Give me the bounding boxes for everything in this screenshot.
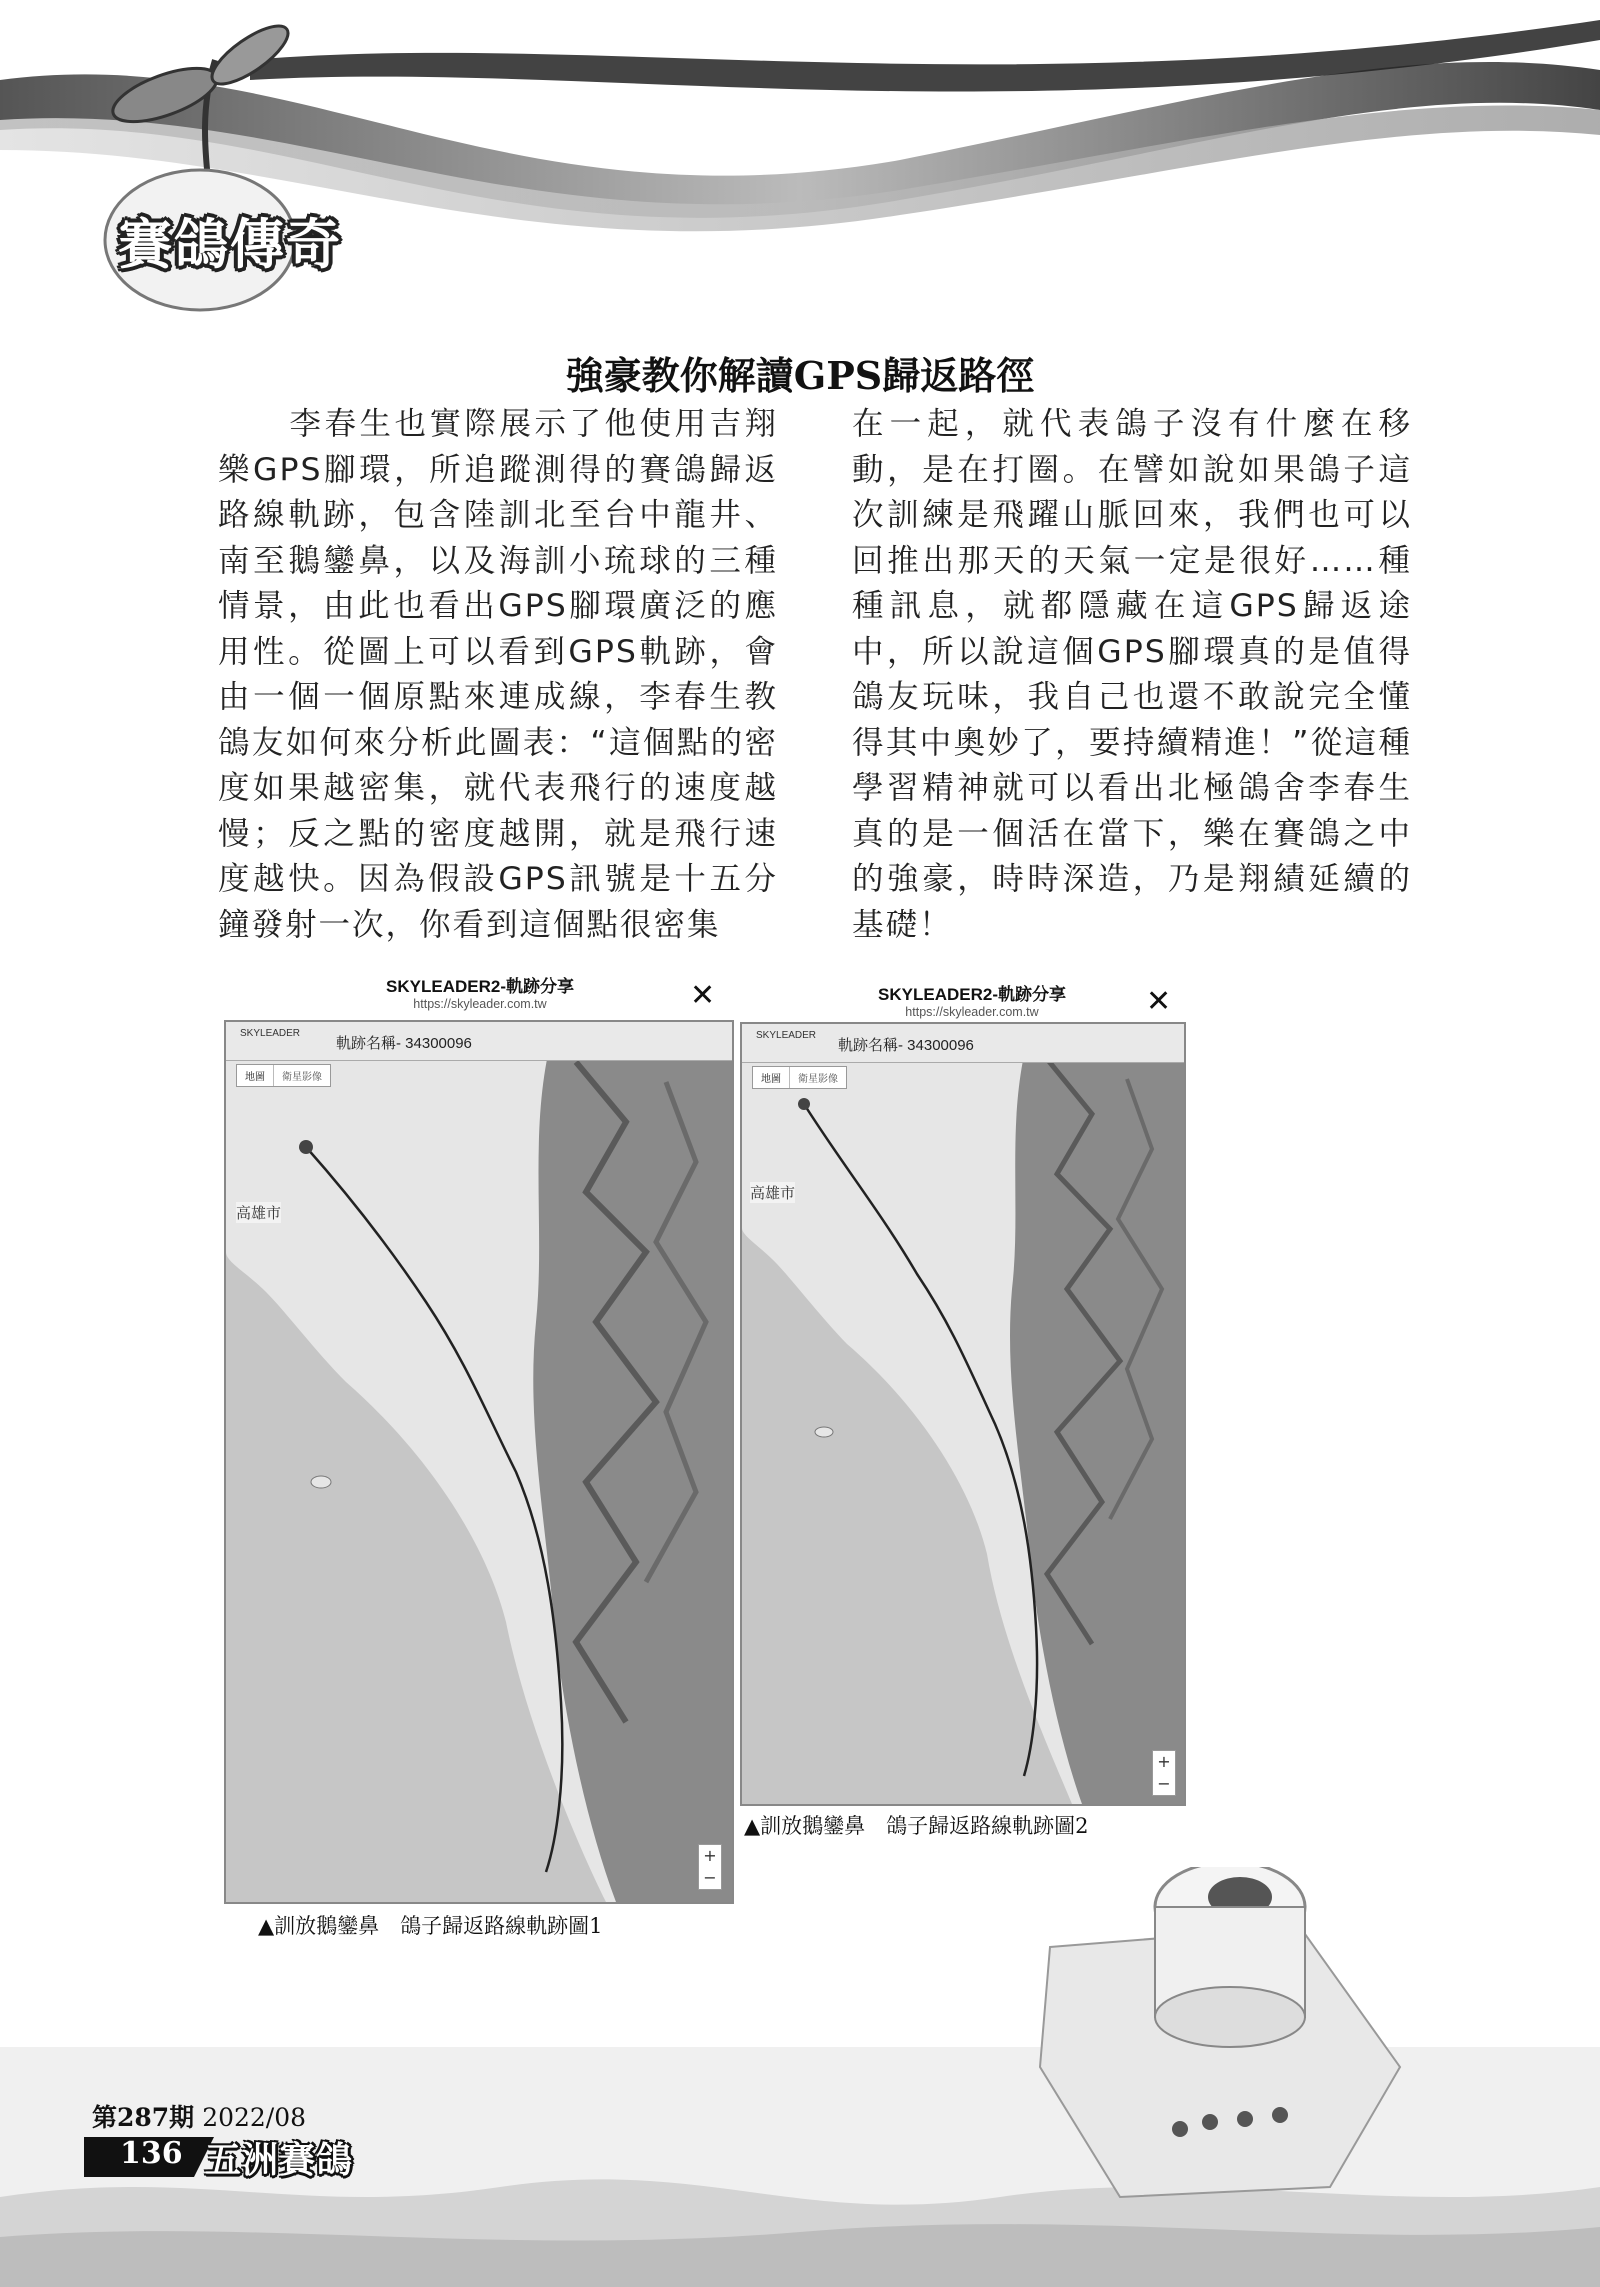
page-number: 136 [120,2136,183,2171]
figure-1-zoom-controls[interactable]: + − [698,1844,722,1890]
figure-2-tab-satellite[interactable]: 衛星影像 [789,1067,846,1088]
figure-1-brand [240,1028,300,1039]
figure-2-map [740,1022,1186,1806]
header-swoosh-graphic [0,0,1600,330]
issue-number: 第287期 [92,2103,195,2132]
column-logo: 賽鴿傳奇 [118,213,342,276]
figure-2-track-name: 軌跡名稱- 34300096 [838,1037,974,1054]
figure-1-track-name: 軌跡名稱- 34300096 [336,1035,472,1052]
figure-2-tab-map[interactable]: 地圖 [761,1074,781,1085]
figure-2-city-label: 高雄市 [750,1184,796,1202]
figure-1-map [224,1020,734,1904]
figure-2-map-type-tabs [752,1066,847,1089]
figure-1-header [330,972,630,1011]
article-left-column [218,402,778,948]
figure-2-brand-text: SKYLEADER [756,1030,817,1041]
issue-info [92,2098,306,2134]
figure-2-map-topbar [742,1024,1184,1063]
article-title: 強豪教你解讀GPS歸返路徑 [565,353,1035,398]
gps-ring-device-graphic [1040,1867,1400,2197]
figure-1-url: https://skyleader.com.tw [413,997,547,1011]
figure-2-zoom-controls[interactable]: + − [1152,1750,1176,1796]
figure-2-map-graphic [742,1024,1184,1804]
figure-1-tab-map[interactable]: 地圖 [245,1072,265,1083]
figure-1-map-topbar [226,1022,732,1061]
figure-1-tab-satellite[interactable]: 衛星影像 [273,1065,330,1086]
figure-1-city-label: 高雄市 [236,1204,282,1222]
figure-2-close-icon[interactable]: ✕ [1146,984,1172,1019]
figure-1-map-graphic [226,1022,732,1902]
figure-2-url: https://skyleader.com.tw [905,1005,1039,1019]
figure-2-brand [756,1030,816,1041]
footer-background-graphic [0,1867,1600,2287]
figure-1-map-type-tabs [236,1064,331,1087]
magazine-name: 五洲賽鴿 [205,2140,354,2181]
page-header [0,0,1600,330]
left-column-text: 李春生也實際展示了他使用吉翔樂GPS腳環，所追蹤測得的賽鴿歸返路線軌跡，包含陸訓北至台中龍井、南至鵝鑾鼻，以及海訓小琉球的三種情景，由此也看出GPS腳環廣泛的應用性。從圖上可以看到GPS軌跡，會由一個一個原點來連成線，李春生教鴿友如何來分析此圖表：“這個點的密度如果越密集，就代表飛行的速度越慢；反之點的密度越開，就是飛行速度越快。因為假設GPS訊號是十五分鐘發射一次，你看到這個點很密集 [218,406,778,943]
figure-1-caption: ▲訓放鵝鑾鼻 鴿子歸返路線軌跡圖1 [258,1914,603,1938]
figure-1-close-icon[interactable]: ✕ [690,978,716,1013]
article-right-column: 在一起，就代表鴿子沒有什麼在移動，是在打圈。在譬如說如果鴿子這次訓練是飛躍山脈回來，我們也可以回推出那天的天氣一定是很好……種種訊息，就都隱藏在這GPS歸返途中，所以說這個GPS腳環真的是值得鴿友玩味，我自己也還不敢說完全懂得其中奧妙了，要持續精進！”從這種學習精神就可以看出北極鴿舍李春生真的是一個活在當下，樂在賽鴿之中的強豪，時時深造，乃是翔績延續的基礎！ [852,406,1412,943]
figure-1-brand-text: SKYLEADER [240,1028,301,1039]
figure-2-header [822,980,1122,1019]
figure-1-share-title: SKYLEADER2-軌跡分享 [386,977,574,996]
figure-2-share-title: SKYLEADER2-軌跡分享 [878,985,1066,1004]
issue-date: 2022/08 [202,2103,307,2132]
figure-2-caption: ▲訓放鵝鑾鼻 鴿子歸返路線軌跡圖2 [744,1814,1089,1838]
